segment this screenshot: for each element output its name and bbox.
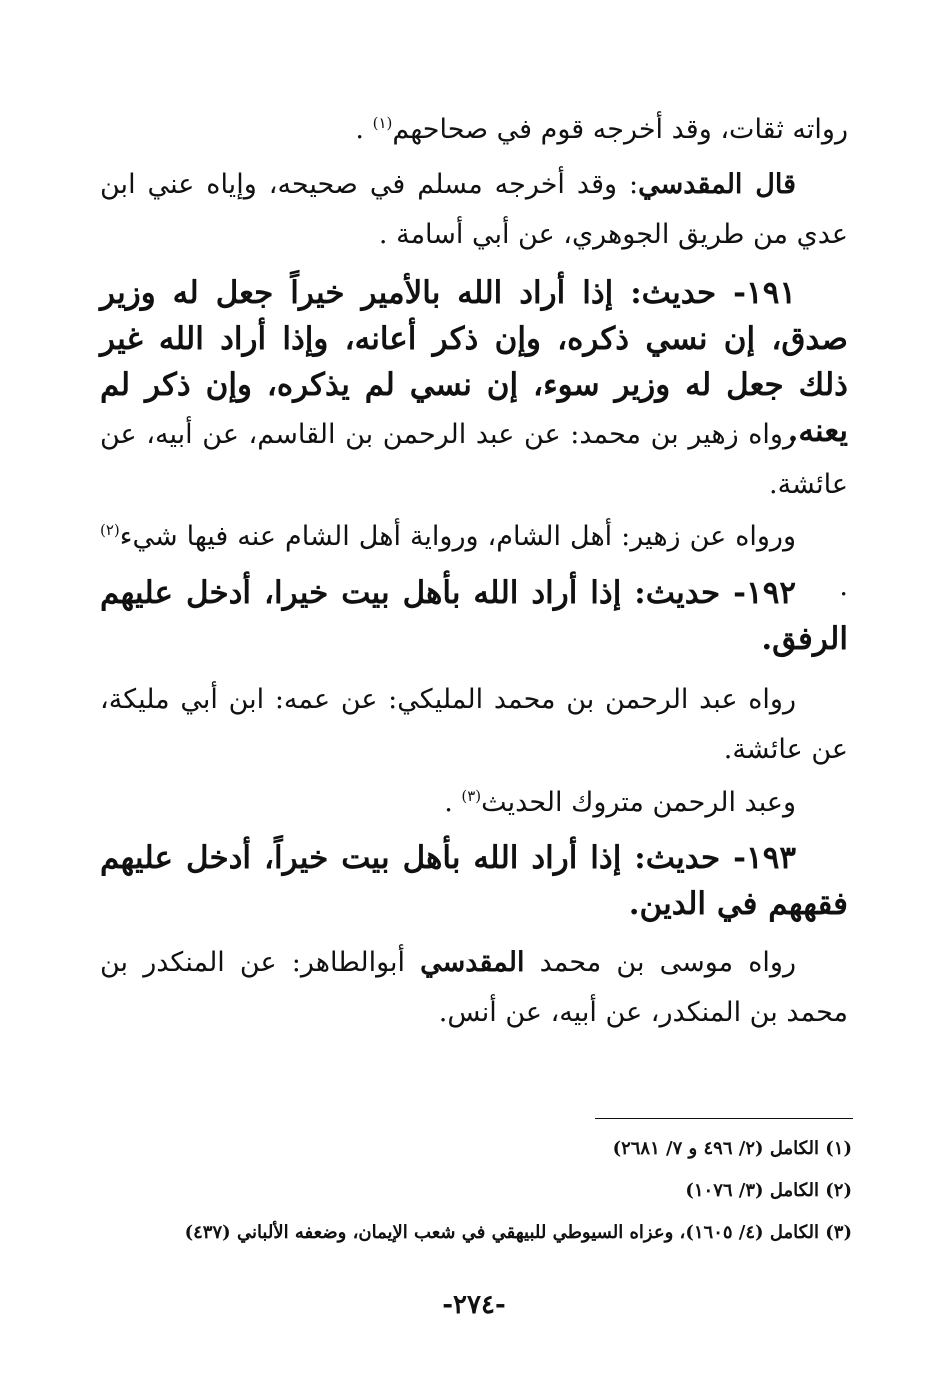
paragraph-7 bbox=[100, 938, 848, 1038]
paragraph-5 bbox=[100, 675, 848, 775]
footnotes bbox=[92, 1128, 852, 1254]
paragraph-4-text: ورواه عن زهير: أهل الشام، ورواية أهل الشام عنه فيها شيء bbox=[119, 521, 796, 552]
paragraph-5-text: رواه عبد الرحمن بن محمد المليكي: عن عمه: ابن أبي مليكة، عن عائشة. bbox=[100, 684, 848, 765]
paragraph-7-before: رواه موسى بن محمد bbox=[524, 947, 796, 978]
paragraph-3-text: رواه زهير بن محمد: عن عبد الرحمن بن القاسم، عن أبيه، عن عائشة. bbox=[100, 419, 848, 500]
hadith-191-text: ١٩١- حديث: إذا أراد الله بالأمير خيراً جعل له وزير صدق، إن نسي ذكره، وإن ذكر أعانه، وإذا أراد الله غير ذلك جعل له وزير سوء، إن نسي لم يذكره، وإن ذكر لم يعنه. bbox=[100, 275, 848, 449]
paragraph-3 bbox=[100, 410, 848, 510]
paragraph-4-end: . bbox=[839, 571, 848, 602]
paragraph-6-text: وعبد الرحمن متروك الحديث bbox=[481, 787, 796, 818]
paragraph-7-after: أبوالطاهر: عن المنكدر بن محمد بن المنكدر، عن أبيه، عن أنس. bbox=[100, 947, 848, 1028]
hadith-193 bbox=[100, 835, 848, 927]
page-number: -٢٧٤- bbox=[442, 1290, 506, 1320]
speaker-label: قال المقدسي bbox=[638, 169, 796, 200]
footnote-ref-3: (٣) bbox=[461, 787, 482, 805]
footnote-3: (٣) الكامل (٤/ ١٦٠٥)، وعزاه السيوطي للبيهقي في شعب الإيمان، وضعفه الألباني (٤٣٧) bbox=[184, 1222, 852, 1243]
paragraph-6 bbox=[100, 778, 848, 828]
footnote-ref-1: (١) bbox=[372, 114, 393, 132]
hadith-192 bbox=[100, 570, 848, 662]
footnote-ref-2: (٢) bbox=[100, 521, 120, 539]
paragraph-2-text: : وقد أخرجه مسلم في صحيحه، وإياه عني ابن عدي من طريق الجوهري، عن أبي أسامة . bbox=[100, 169, 848, 250]
paragraph-6-end: . bbox=[444, 787, 462, 818]
hadith-192-text: ١٩٢- حديث: إذا أراد الله بأهل بيت خيرا، أدخل عليهم الرفق. bbox=[100, 575, 848, 657]
footnote-1: (١) الكامل (٢/ ٤٩٦ و ٧/ ٢٦٨١) bbox=[612, 1138, 852, 1159]
paragraph-7-bold: المقدسي bbox=[420, 947, 525, 978]
paragraph-2 bbox=[100, 160, 848, 260]
footnote-divider bbox=[595, 1118, 853, 1119]
paragraph-1-end: . bbox=[355, 114, 373, 145]
hadith-193-text: ١٩٣- حديث: إذا أراد الله بأهل بيت خيراً، أدخل عليهم فقههم في الدين. bbox=[100, 840, 848, 922]
paragraph-1 bbox=[100, 105, 848, 155]
paragraph-1-text: رواته ثقات، وقد أخرجه قوم في صحاحهم bbox=[392, 114, 848, 145]
footnote-2: (٢) الكامل (٣/ ١٠٧٦) bbox=[685, 1180, 852, 1201]
